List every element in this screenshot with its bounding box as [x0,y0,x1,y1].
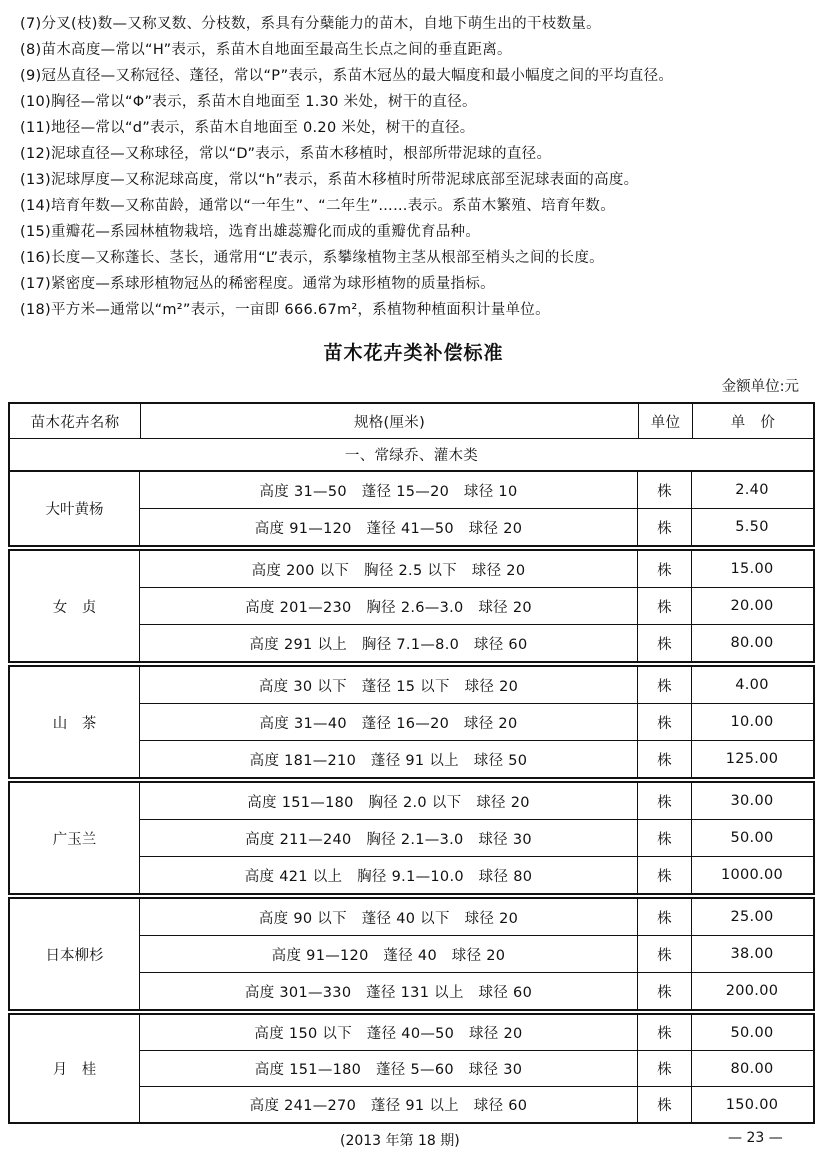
plant-name: 广玉兰 [10,783,140,893]
spec-cell: 高度 151—180 蓬径 5—60 球径 30 [254,1062,523,1078]
table-row [140,551,813,587]
unit-cell: 株 [637,899,691,935]
price-cell: 4.00 [691,667,812,703]
definition-line: (12)泥球直径—又称球径，常以“D”表示，系苗木移植时，根部所带泥球的直径。 [20,146,552,162]
section-row [10,438,813,470]
plant-rows [140,783,813,893]
table-row [140,1050,813,1086]
spec-cell: 高度 30 以下 蓬径 15 以下 球径 20 [258,678,519,695]
unit-cell: 株 [637,1051,691,1086]
currency-unit-note: 金额单位:元 [721,379,799,395]
plant-name: 月 桂 [10,1015,140,1122]
spec-cell: 高度 291 以上 胸径 7.1—8.0 球径 60 [249,636,528,653]
plant-group [8,470,815,547]
spec-cell: 高度 90 以下 蓬径 40 以下 球径 20 [258,910,519,927]
table-row [140,856,813,893]
table-row [140,624,813,661]
plant-rows [140,472,813,545]
definition-line: (17)紧密度—系球形植物冠丛的稀密程度。通常为球形植物的质量指标。 [20,276,495,292]
unit-cell: 株 [637,588,691,624]
plant-group [8,549,815,663]
table-row [140,587,813,624]
unit-cell: 株 [637,857,691,893]
table-row [140,508,813,545]
unit-cell: 株 [637,1087,691,1122]
plant-group [8,781,815,895]
spec-cell: 高度 31—40 蓬径 16—20 球径 20 [259,715,518,732]
price-cell: 50.00 [691,820,812,856]
definition-line: (9)冠丛直径—又称冠径、蓬径，常以“P”表示，系苗木冠丛的最大幅度和最小幅度之间的平均直径。 [20,68,674,84]
plant-group-inner [10,472,813,545]
unit-cell: 株 [637,551,691,587]
plant-group [8,897,815,1011]
plant-rows [140,551,813,661]
price-cell: 10.00 [691,704,812,740]
table-header-block [8,402,815,472]
spec-cell: 高度 201—230 胸径 2.6—3.0 球径 20 [245,599,532,616]
plant-group-inner [10,551,813,661]
table-row [140,1015,813,1050]
price-cell: 200.00 [691,973,812,1009]
spec-cell: 高度 200 以下 胸径 2.5 以下 球径 20 [251,562,526,579]
table-row [140,703,813,740]
unit-cell: 株 [637,973,691,1009]
unit-cell: 株 [637,820,691,856]
price-cell: 25.00 [691,899,812,935]
plant-rows [140,1015,813,1122]
table-row [140,1086,813,1122]
table-row [140,667,813,703]
price-cell: 50.00 [691,1015,812,1050]
plant-name: 大叶黄杨 [10,472,140,545]
definition-line: (10)胸径—常以“Φ”表示，系苗木自地面至 1.30 米处，树干的直径。 [20,94,477,110]
table-row [140,472,813,508]
plant-group [8,1013,815,1124]
price-cell: 30.00 [691,783,812,819]
price-cell: 1000.00 [691,857,812,893]
spec-cell: 高度 211—240 胸径 2.1—3.0 球径 30 [245,831,532,848]
spec-cell: 高度 91—120 蓬径 40 球径 20 [271,947,506,964]
price-cell: 150.00 [691,1087,812,1122]
table-row [140,819,813,856]
header-spec: 规格(厘米) [140,404,638,438]
spec-cell: 高度 150 以下 蓬径 40—50 球径 20 [254,1026,523,1042]
section-label: 一、常绿乔、灌木类 [344,448,479,464]
definition-line: (14)培育年数—又称苗龄，通常以“一年生”、“二年生”……表示。系苗木繁殖、培育年数。 [20,198,616,214]
page-number: — 23 — [728,1130,783,1146]
spec-cell: 高度 181—210 蓬径 91 以上 球径 50 [249,752,528,769]
table-title: 苗木花卉类补偿标准 [323,342,504,364]
spec-cell: 高度 241—270 蓬径 91 以上 球径 60 [249,1098,528,1114]
plant-group-inner [10,899,813,1009]
price-cell: 80.00 [691,625,812,661]
price-cell: 20.00 [691,588,812,624]
table-header-row [10,404,813,438]
unit-cell: 株 [637,472,691,508]
table-row [140,899,813,935]
spec-cell: 高度 151—180 胸径 2.0 以下 球径 20 [247,794,530,811]
plant-rows [140,899,813,1009]
header-price: 单 价 [692,404,813,438]
plant-name: 山 茶 [10,667,140,777]
table-row [140,740,813,777]
unit-cell: 株 [637,936,691,972]
price-cell: 15.00 [691,551,812,587]
plant-group-inner [10,783,813,893]
price-cell: 38.00 [691,936,812,972]
plant-group-inner [10,1015,813,1122]
spec-cell: 高度 301—330 蓬径 131 以上 球径 60 [244,984,533,1001]
unit-cell: 株 [637,1015,691,1050]
unit-cell: 株 [637,509,691,545]
header-name: 苗木花卉名称 [30,414,120,431]
spec-cell: 高度 421 以上 胸径 9.1—10.0 球径 80 [244,868,533,885]
plant-name: 女 贞 [10,551,140,661]
definition-line: (8)苗木高度—常以“H”表示，系苗木自地面至最高生长点之间的垂直距离。 [20,42,512,58]
table-row [140,783,813,819]
definition-line: (15)重瓣花—系园林植物栽培，选育出雄蕊瓣化而成的重瓣优育品种。 [20,224,481,240]
spec-cell: 高度 31—50 蓬径 15—20 球径 10 [259,483,518,500]
price-cell: 5.50 [691,509,812,545]
definition-line: (16)长度—又称蓬长、茎长，通常用“L”表示，系攀缘植物主茎从根部至梢头之间的长度。 [20,250,604,266]
header-unit: 单位 [638,404,692,438]
definition-line: (11)地径—常以“d”表示，系苗木自地面至 0.20 米处，树干的直径。 [20,120,475,136]
issue-footer: (2013 年第 18 期) [340,1133,460,1149]
plant-group [8,665,815,779]
unit-cell: 株 [637,704,691,740]
table-row [140,935,813,972]
plant-rows [140,667,813,777]
unit-cell: 株 [637,741,691,777]
table-row [140,972,813,1009]
price-cell: 125.00 [691,741,812,777]
definition-line: (7)分叉(枝)数—又称叉数、分枝数，系具有分蘖能力的苗木，自地下萌生出的干枝数量。 [20,16,601,32]
definition-line: (18)平方米—通常以“m²”表示，一亩即 666.67m²，系植物种植面积计量单位。 [20,302,550,318]
spec-cell: 高度 91—120 蓬径 41—50 球径 20 [254,520,523,537]
plant-name: 日本柳杉 [10,899,140,1009]
plant-group-inner [10,667,813,777]
definition-line: (13)泥球厚度—又称泥球高度，常以“h”表示，系苗木移植时所带泥球底部至泥球表面的高度。 [20,172,639,188]
unit-cell: 株 [637,667,691,703]
price-cell: 80.00 [691,1051,812,1086]
unit-cell: 株 [637,625,691,661]
unit-cell: 株 [637,783,691,819]
price-cell: 2.40 [691,472,812,508]
